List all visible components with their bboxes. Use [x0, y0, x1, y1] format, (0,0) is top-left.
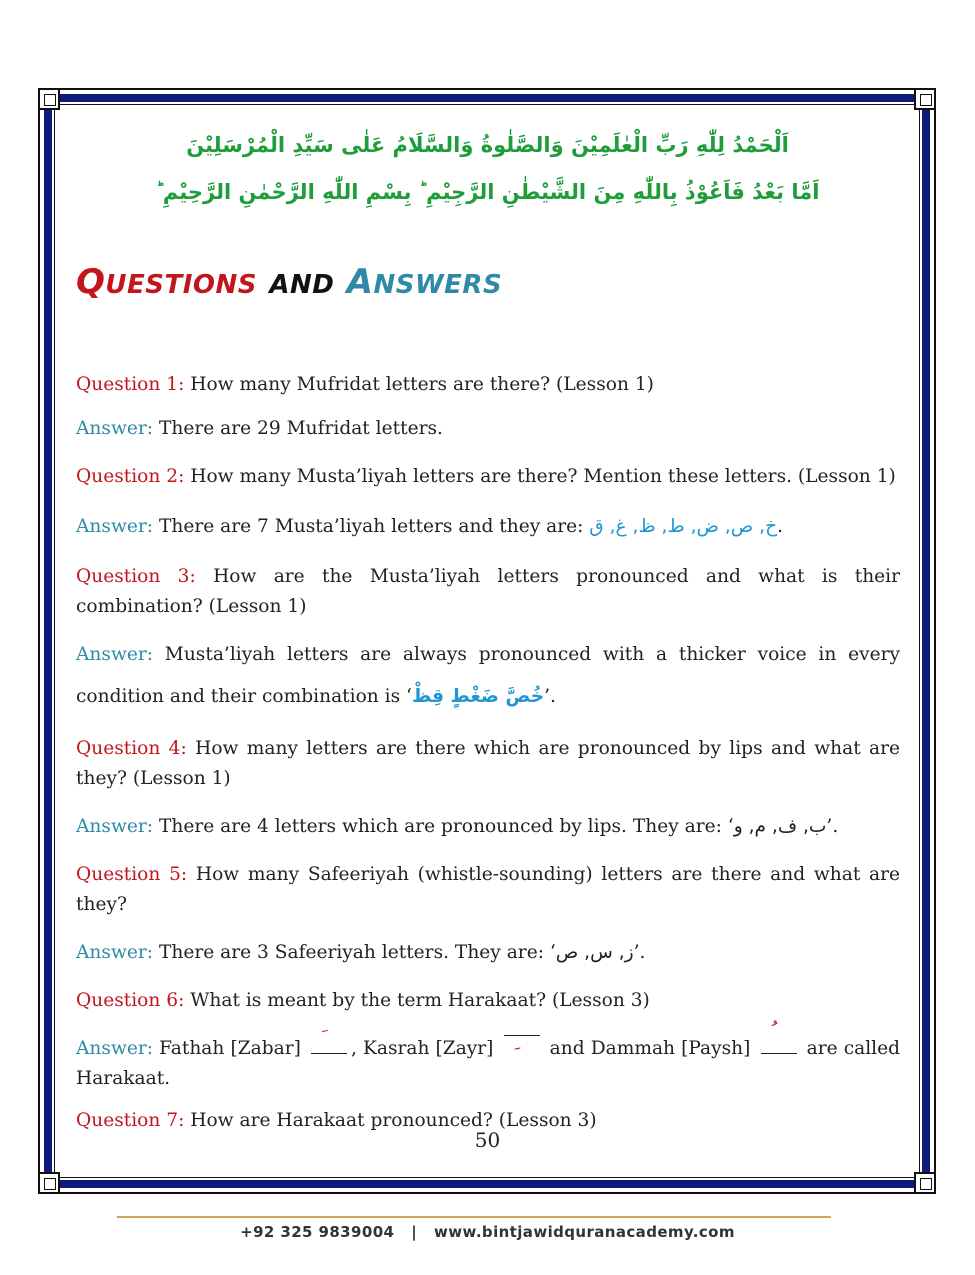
- answer-3: Answer: Musta’liyah letters are always pronounced with a thicker voice in every condition and their combination is ‘خُصَّ ضَغْطٍ قِظْ’.: [76, 644, 900, 707]
- mustaliyah-combination: خُصَّ ضَغْطٍ قِظْ: [411, 686, 545, 707]
- fathah-blank: [311, 1035, 347, 1054]
- answer-1: Answer: There are 29 Mufridat letters.: [76, 418, 443, 439]
- qa-content: [76, 370, 900, 1136]
- answer-2: Answer: There are 7 Musta’liyah letters and they are: خ, ص, ض, ط, ظ, غ, ق.: [76, 516, 784, 537]
- title-answers: ANSWERS: [346, 262, 503, 302]
- safeeriyah-letters: ز, س, ص: [555, 942, 634, 963]
- page-number: 50: [474, 1128, 501, 1152]
- footer-separator: |: [411, 1223, 418, 1241]
- lip-letters: ب, ف, م, و: [733, 816, 827, 837]
- question-5: Question 5: How many Safeeriyah (whistle-sounding) letters are there and what are they?: [76, 864, 900, 915]
- question-7: Question 7: How are Harakaat pronounced? (Lesson 3): [76, 1110, 597, 1131]
- border-corner-bottom-left: [38, 1172, 60, 1194]
- arabic-bismillah-line: اَمَّا بَعْدُ فَاَعُوْذُ بِاللّٰهِ مِنَ الشَّيْطٰنِ الرَّجِيْمِ ؕ بِسْمِ اللّٰهِ الرَّحْمٰنِ الرَّحِيْمِ ؕ: [155, 180, 820, 204]
- question-6: Question 6: What is meant by the term Harakaat? (Lesson 3): [76, 990, 650, 1011]
- answer-5: Answer: There are 3 Safeeriyah letters. They are: ‘ز, س, ص’.: [76, 942, 646, 963]
- arabic-praise-line: اَلْحَمْدُ لِلّٰهِ رَبِّ الْعٰلَمِيْنَ وَالصَّلٰوةُ وَالسَّلَامُ عَلٰى سَيِّدِ الْمُرْسَلِيْنَ: [186, 133, 789, 157]
- border-corner-bottom-right: [914, 1172, 936, 1194]
- dammah-blank: [761, 1035, 797, 1054]
- question-1: Question 1: How many Mufridat letters are there? (Lesson 1): [76, 374, 654, 395]
- question-2: Question 2: How many Musta’liyah letters are there? Mention these letters. (Lesson 1): [76, 466, 896, 487]
- title-and: AND: [269, 270, 335, 300]
- answer-6: Answer: Fathah [Zabar] , Kasrah [Zayr] and Dammah [Paysh] are called Harakaat.: [76, 1034, 900, 1094]
- question-3: Question 3: How are the Musta’liyah letters pronounced and what is their combination? (Lesson 1): [76, 566, 901, 617]
- answer-4: Answer: There are 4 letters which are pronounced by lips. They are: ‘ب, ف, م, و’.: [76, 816, 839, 837]
- footer-divider: [117, 1216, 831, 1218]
- title-questions: QUESTIONS: [76, 262, 258, 302]
- footer-website-link[interactable]: www.bintjawidquranacademy.com: [434, 1223, 735, 1241]
- border-corner-top-left: [38, 88, 60, 110]
- page-title: [76, 262, 502, 302]
- border-corner-top-right: [914, 88, 936, 110]
- footer-contact: [0, 1223, 975, 1241]
- footer-phone: +92 325 9839004: [240, 1223, 395, 1241]
- question-4: Question 4: How many letters are there which are pronounced by lips and what are they? (Lesson 1): [76, 738, 900, 789]
- kasrah-blank: [504, 1035, 540, 1054]
- mustaliyah-letters: خ, ص, ض, ط, ظ, غ, ق: [589, 516, 778, 537]
